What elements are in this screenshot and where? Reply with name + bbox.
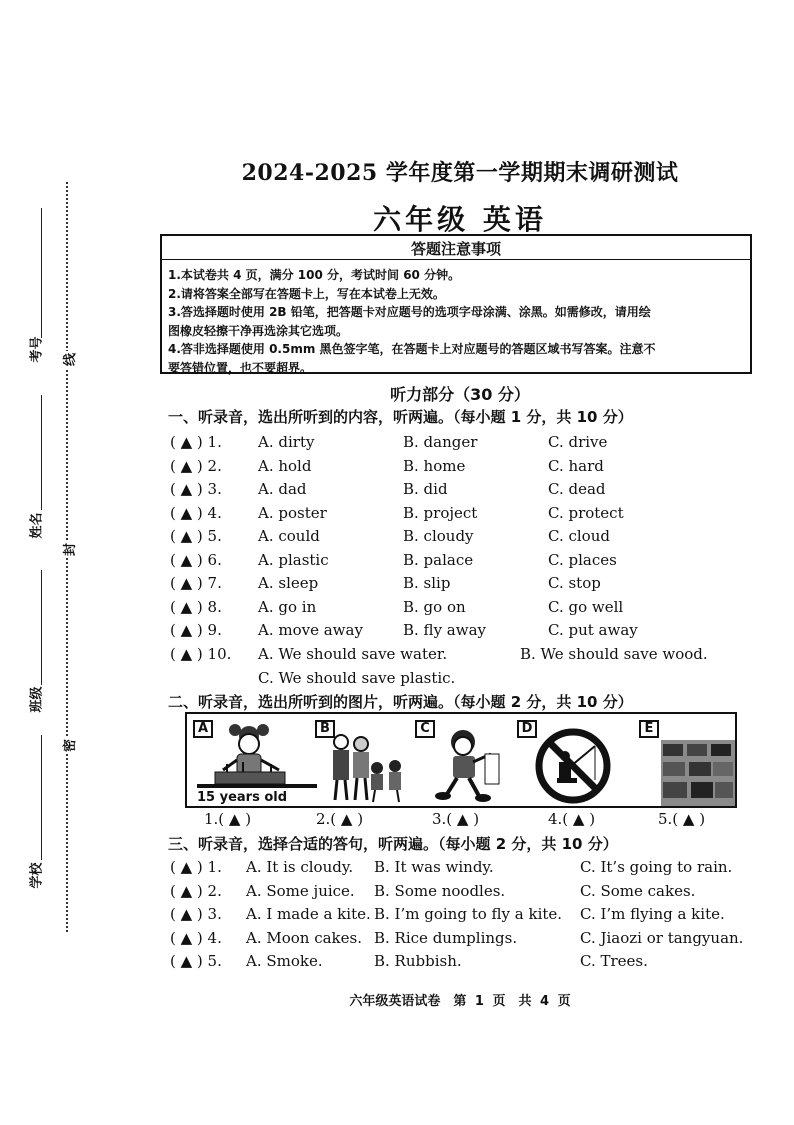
- answer-blank[interactable]: ( ▲ ) 5.: [170, 952, 222, 970]
- listening-part-title: 听力部分（30 分）: [390, 385, 530, 404]
- option-c: C. protect: [548, 503, 624, 522]
- option-a: A. Smoke.: [246, 952, 323, 970]
- picture-answer-blank[interactable]: 1.( ▲ ): [204, 810, 252, 828]
- option-a: A. It is cloudy.: [246, 858, 354, 876]
- answer-blank[interactable]: ( ▲ ) 6.: [170, 550, 222, 569]
- answer-blank[interactable]: ( ▲ ) 2.: [170, 881, 222, 900]
- exam-no-label: 考号: [29, 336, 45, 363]
- option-a: A. dirty: [258, 433, 315, 451]
- exam-title: 2024-2025 学年度第一学期期末调研测试: [241, 160, 679, 186]
- option-c: C. places: [548, 550, 617, 569]
- option-c: C. dead: [548, 480, 606, 498]
- picture-answer-blank[interactable]: 5.( ▲ ): [658, 810, 706, 828]
- answer-blank[interactable]: ( ▲ ) 2.: [170, 456, 222, 475]
- picture-letter: A: [193, 720, 213, 738]
- age-caption: 15 years old: [197, 790, 288, 805]
- option-b: B. It was windy.: [374, 858, 494, 876]
- notice-item: 3.答选择题时使用 2B 铅笔，把答题卡对应题号的选项字母涂满、涂黑。如需修改，请用绘: [168, 305, 651, 319]
- answer-blank[interactable]: ( ▲ ) 4.: [170, 503, 222, 522]
- option-a: A. Some juice.: [246, 881, 355, 900]
- notice-box: [160, 234, 752, 374]
- picture-letter: C: [415, 720, 435, 738]
- option-b: B. We should save wood.: [520, 645, 708, 663]
- picture-b: [315, 714, 415, 806]
- notice-title: 答题注意事项: [162, 236, 750, 260]
- section2-title: 二、听录音，选出所听到的图片，听两遍。（每小题 2 分，共 10 分）: [168, 693, 633, 711]
- answer-blank[interactable]: ( ▲ ) 1.: [170, 433, 222, 451]
- option-c: C. Some cakes.: [580, 881, 696, 900]
- answer-blank[interactable]: ( ▲ ) 8.: [170, 597, 222, 616]
- picture-answer-blank[interactable]: 4.( ▲ ): [548, 810, 596, 828]
- answer-blank[interactable]: ( ▲ ) 9.: [170, 621, 222, 639]
- page-footer: 六年级英语试卷 第 1 页 共 4 页: [349, 994, 571, 1009]
- option-b: B. fly away: [403, 621, 487, 639]
- option-b: B. Rice dumplings.: [374, 928, 518, 947]
- option-a: A. go in: [258, 597, 317, 616]
- option-b: B. project: [403, 503, 478, 522]
- option-c: C. go well: [548, 597, 624, 616]
- notice-item: 4.答非选择题使用 0.5mm 黑色签字笔，在答题卡上对应题号的答题区域书写答案。注意不: [168, 342, 656, 356]
- option-c: C. We should save plastic.: [258, 669, 456, 687]
- school-label: 学校: [29, 862, 45, 889]
- option-c: C. hard: [548, 456, 604, 475]
- picture-d: [517, 714, 627, 806]
- picture-c: [413, 714, 513, 806]
- option-a: A. I made a kite.: [246, 905, 371, 923]
- option-b: B. did: [403, 480, 448, 498]
- option-b: B. Rubbish.: [374, 952, 462, 970]
- answer-blank[interactable]: ( ▲ ) 5.: [170, 527, 222, 545]
- picture-answer-blank[interactable]: 2.( ▲ ): [316, 810, 364, 828]
- option-b: B. cloudy: [403, 527, 474, 545]
- picture-letter: D: [517, 720, 537, 738]
- notice-item: 图橡皮轻擦干净再选涂其它选项。: [168, 323, 349, 338]
- cut-close-mark: 密: [59, 737, 78, 754]
- picture-letter: E: [639, 720, 659, 738]
- option-c: C. I’m flying a kite.: [580, 905, 725, 923]
- picture-e: [639, 714, 735, 806]
- option-a: A. sleep: [258, 574, 319, 592]
- answer-blank[interactable]: ( ▲ ) 4.: [170, 928, 222, 947]
- answer-blank[interactable]: ( ▲ ) 7.: [170, 574, 222, 592]
- option-a: A. We should save water.: [258, 645, 448, 663]
- option-a: A. dad: [258, 480, 307, 498]
- option-c: C. put away: [548, 621, 638, 639]
- option-b: B. go on: [403, 597, 466, 616]
- option-a: A. plastic: [258, 550, 329, 569]
- answer-blank[interactable]: ( ▲ ) 1.: [170, 858, 222, 876]
- option-c: C. Jiaozi or tangyuan.: [580, 928, 744, 947]
- answer-blank[interactable]: ( ▲ ) 3.: [170, 480, 222, 498]
- option-b: B. I’m going to fly a kite.: [374, 905, 563, 923]
- exam-no-line: [41, 208, 42, 338]
- option-a: A. hold: [258, 456, 312, 475]
- cut-seal-mark: 封: [59, 541, 78, 558]
- option-a: A. poster: [258, 503, 327, 522]
- picture-strip: [185, 712, 737, 808]
- option-c: C. Trees.: [580, 952, 648, 970]
- name-line: [41, 395, 42, 510]
- class-line: [41, 570, 42, 685]
- option-b: B. slip: [403, 574, 451, 592]
- option-b: B. home: [403, 456, 466, 475]
- option-b: B. danger: [403, 433, 478, 451]
- option-a: A. move away: [258, 621, 363, 639]
- class-label: 班级: [29, 686, 45, 713]
- answer-blank[interactable]: ( ▲ ) 3.: [170, 905, 222, 923]
- notice-item: 2.请将答案全部写在答题卡上，写在本试卷上无效。: [168, 286, 445, 301]
- option-c: C. drive: [548, 433, 608, 451]
- option-a: A. could: [258, 527, 320, 545]
- notice-item: 要答错位置，也不要超界。: [168, 360, 313, 375]
- notice-body: [162, 260, 750, 377]
- option-c: C. stop: [548, 574, 601, 592]
- option-c: C. cloud: [548, 527, 610, 545]
- cut-line-mark: 线: [59, 351, 78, 368]
- option-c: C. It’s going to rain.: [580, 858, 733, 876]
- picture-letter: B: [315, 720, 335, 738]
- exam-subtitle: 六年级 英语: [373, 203, 547, 236]
- option-b: B. palace: [403, 550, 474, 569]
- section1-title: 一、听录音，选出所听到的内容，听两遍。（每小题 1 分，共 10 分）: [168, 408, 633, 426]
- notice-item: 1.本试卷共 4 页，满分 100 分，考试时间 60 分钟。: [168, 268, 461, 282]
- section3-title: 三、听录音，选择合适的答句，听两遍。（每小题 2 分，共 10 分）: [168, 835, 618, 853]
- option-a: A. Moon cakes.: [246, 928, 362, 947]
- answer-blank[interactable]: ( ▲ ) 10.: [170, 645, 232, 663]
- name-label: 姓名: [29, 512, 45, 539]
- school-line: [41, 735, 42, 860]
- picture-a: [187, 714, 327, 806]
- picture-answer-blank[interactable]: 3.( ▲ ): [432, 810, 480, 828]
- option-b: B. Some noodles.: [374, 881, 506, 900]
